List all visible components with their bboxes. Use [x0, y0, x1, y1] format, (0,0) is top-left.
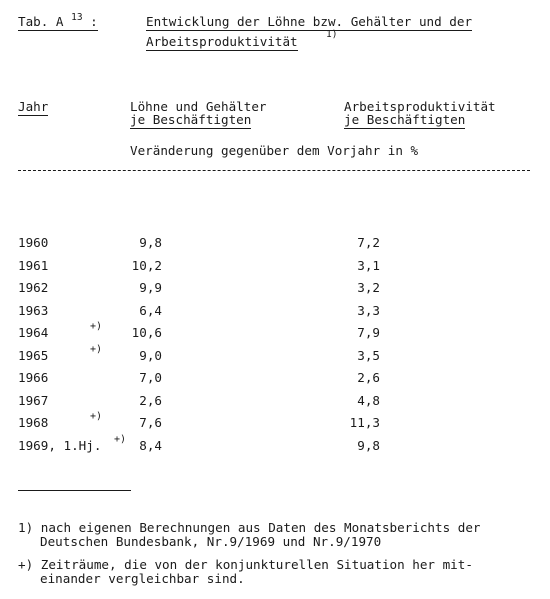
- row-wages-change: 9,9: [139, 280, 162, 295]
- row-year: 1965: [18, 348, 49, 363]
- row-year: 1969, 1.Hj.: [18, 438, 102, 453]
- row-wages-change: 6,4: [139, 303, 162, 318]
- table-number: 13: [71, 12, 83, 23]
- row-year: 1961: [18, 258, 49, 273]
- table-row: [0, 282, 550, 298]
- row-productivity-change: 7,9: [357, 325, 380, 340]
- row-year: 1966: [18, 370, 49, 385]
- subheader-change-vs-prior-year: Veränderung gegenüber dem Vorjahr in %: [130, 143, 419, 158]
- row-wages-change: 9,0: [139, 348, 162, 363]
- footnote-2-line1: +) Zeiträume, die von der konjunkturellen Situation her mit-: [18, 557, 473, 572]
- table-row: [0, 237, 550, 253]
- row-productivity-change: 3,1: [357, 258, 380, 273]
- table-label-colon: :: [90, 14, 98, 29]
- footnote-1-line2: Deutschen Bundesbank, Nr.9/1969 und Nr.9/1970: [40, 534, 382, 549]
- header-productivity-line2: je Beschäftigten: [344, 112, 466, 127]
- row-year: 1964: [18, 325, 49, 340]
- footnote-1-line1: 1) nach eigenen Berechnungen aus Daten des Monatsberichts der: [18, 520, 481, 535]
- header-wages-line2: je Beschäftigten: [130, 112, 252, 127]
- row-wages-change: 7,6: [139, 415, 162, 430]
- footnote-rule: [18, 490, 131, 491]
- row-comparability-mark: +): [114, 434, 127, 445]
- row-year: 1968: [18, 415, 49, 430]
- header-productivity-line1: Arbeitsproduktivität: [344, 99, 496, 114]
- footnote-2-line2: einander vergleichbar sind.: [40, 571, 245, 586]
- table-row: [0, 372, 550, 388]
- row-productivity-change: 3,3: [357, 303, 380, 318]
- row-wages-change: 10,2: [131, 258, 162, 273]
- table-title-line1: Entwicklung der Löhne bzw. Gehälter und der: [146, 14, 473, 29]
- table-row: [0, 305, 550, 321]
- table-row: [0, 321, 550, 343]
- row-productivity-change: 2,6: [357, 370, 380, 385]
- row-productivity-change: 4,8: [357, 393, 380, 408]
- row-wages-change: 10,6: [131, 325, 162, 340]
- table-row: [0, 344, 550, 366]
- row-productivity-change: 9,8: [357, 438, 380, 453]
- row-year: 1962: [18, 280, 49, 295]
- row-year: 1960: [18, 235, 49, 250]
- row-wages-change: 7,0: [139, 370, 162, 385]
- row-comparability-mark: +): [90, 321, 103, 332]
- row-comparability-mark: +): [90, 344, 103, 355]
- row-year: 1963: [18, 303, 49, 318]
- title-footnote-ref: 1): [326, 29, 338, 40]
- table-title-line2: Arbeitsproduktivität: [146, 34, 298, 49]
- row-comparability-mark: +): [90, 411, 103, 422]
- table-row: [0, 260, 550, 276]
- dashed-separator: [18, 170, 530, 171]
- row-productivity-change: 11,3: [349, 415, 380, 430]
- table-row: [0, 434, 550, 456]
- table-row: [0, 395, 550, 411]
- row-wages-change: 9,8: [139, 235, 162, 250]
- table-label-prefix: Tab. A: [18, 14, 64, 29]
- row-productivity-change: 3,2: [357, 280, 380, 295]
- header-wages-line1: Löhne und Gehälter: [130, 99, 267, 114]
- row-year: 1967: [18, 393, 49, 408]
- header-year: Jahr: [18, 99, 49, 114]
- row-productivity-change: 7,2: [357, 235, 380, 250]
- table-row: [0, 411, 550, 433]
- table-label: [18, 12, 98, 31]
- row-wages-change: 2,6: [139, 393, 162, 408]
- row-productivity-change: 3,5: [357, 348, 380, 363]
- row-wages-change: 8,4: [139, 438, 162, 453]
